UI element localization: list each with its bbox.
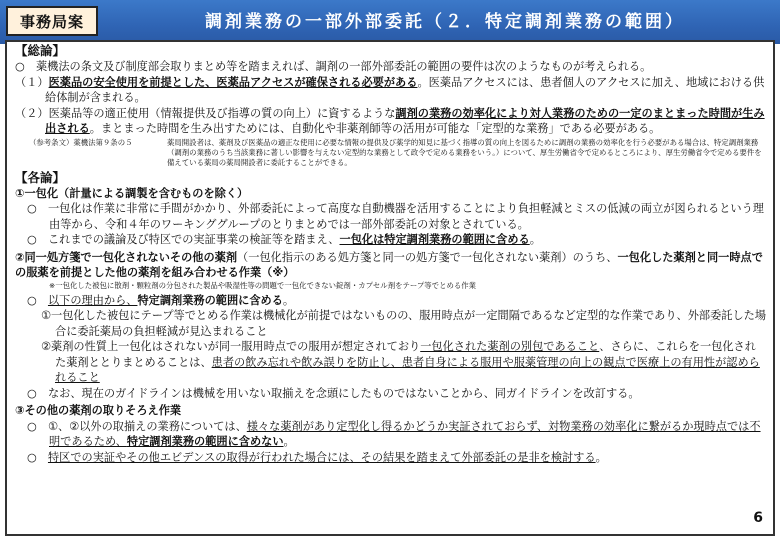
section-2-para-1: ○ 以下の理由から、特定調剤業務の範囲に含める。 — [27, 293, 295, 307]
summary-item-1: （１）医薬品の安全使用を前提とした、医薬品アクセスが確保される必要がある。医薬品アクセスには、患者個人のアクセスに加え、地域における供給体制が含まれる。 — [15, 75, 765, 104]
secretariat-badge: 事務局案 — [6, 6, 98, 36]
section-1-para-2: ○ これまでの議論及び特区での実証事業の検証等を踏まえ、一包化は特定調剤業務の範囲に含める。 — [27, 233, 541, 246]
section-3-title: ③その他の薬剤の取りそろえ作業 — [15, 404, 182, 417]
section-2-title: ②同一処方箋で一包化されないその他の薬剤（一包化指示のある処方箋と同一の処方箋で一包化されない薬剤）のうち、一包化した薬剤と同一時点での服薬を前提とした他の薬剤を組み合わせる作業（※） — [15, 250, 763, 279]
content-frame — [5, 40, 775, 536]
section-1-para-1: ○ 一包化は作業に非常に手間がかかり、外部委託によって高度な自動機器を活用することにより負担軽減とミスの低減の両立が図られるという理由等から、令和４年のワーキンググループのとりまとめでは一部外部委託の対象とされている。 — [27, 202, 764, 231]
section-2-note: ※一包化した被包に散剤・顆粒剤の分包された製品や吸湿性等の問題で一包化できない錠剤・カプセル剤をテープ等でとめる作業 — [49, 280, 477, 290]
section-3-para-2: ○ 特区での実証やその他エビデンスの取得が行われた場合には、その結果を踏まえて外部委託の是非を検討する。 — [27, 450, 607, 464]
section-3-para-1: ○ ①、②以外の取揃えの業務については、様々な薬剤があり定型化し得るかどうか実証されておらず、対物業務の効率化に繋がるか現時点では不明であるため、特定調剤業務の範囲に含めない。 — [27, 419, 761, 448]
section-2-reason-2: ②薬剤の性質上一包化はされないが同一服用時点での服用が想定されており一包化された薬剤の別包であること、さらに、これらを一包化された薬剤ととりまとめることは、患者の飲み忘れや飲み誤りを防止し、患者自身による服用や服薬管理の向上の観点で医療上の有用性が認められること — [41, 340, 760, 384]
page-number: 6 — [753, 510, 763, 526]
title-bar — [0, 0, 780, 44]
reference-text: 薬局開設者は、薬剤及び医薬品の適正な使用に必要な情報の提供及び薬学的知見に基づく指導の質の向上を図るために調剤の業務の効率化を行う必要がある場合は、特定調剤業務（調剤の業務のうち当該業務に著しい影響を与えない定型的な業務として政令で定める業務をいう。）について、厚生労働省令で定めるところにより、厚生労働省令で定める要件を備えている薬局の薬局開設者に委託することができる。 — [167, 137, 762, 167]
section-2-para-2: ○ なお、現在のガイドラインは機械を用いない取揃えを念頭にしたものではないことから、同ガイドラインを改訂する。 — [27, 386, 640, 400]
summary-item-2: （２）医薬品等の適正使用（情報提供及び指導の質の向上）に資するような調剤の業務の効率化により対人業務のための一定のまとまった時間が生み出される。まとまった時間を生み出すためには、自動化や非薬剤師等の活用が可能な「定型的な業務」である必要がある。 — [15, 106, 765, 135]
content-body — [15, 42, 767, 465]
reference-article — [15, 138, 767, 168]
summary-heading: 【総論】 — [15, 43, 66, 58]
reference-label: （参考条文）薬機法第９条の５ — [29, 137, 133, 147]
summary-intro: ○ 薬機法の条文及び制度部会取りまとめ等を踏まえれば、調剤の一部外部委託の範囲の要件は次のようなものが考えられる。 — [15, 60, 652, 73]
page-title: 調剤業務の一部外部委託（２．特定調剤業務の範囲） — [205, 12, 685, 32]
section-2-reason-1: ①一包化した被包にテープ等でとめる作業は機械化が前提ではないものの、服用時点が一定間隔であるなど定型的な作業であり、外部委託した場合に委託薬局の負担軽減が見込まれること — [41, 309, 767, 338]
each-heading: 【各論】 — [15, 169, 66, 185]
section-1-title: ①一包化（計量による調製を含むものを除く） — [15, 186, 249, 200]
